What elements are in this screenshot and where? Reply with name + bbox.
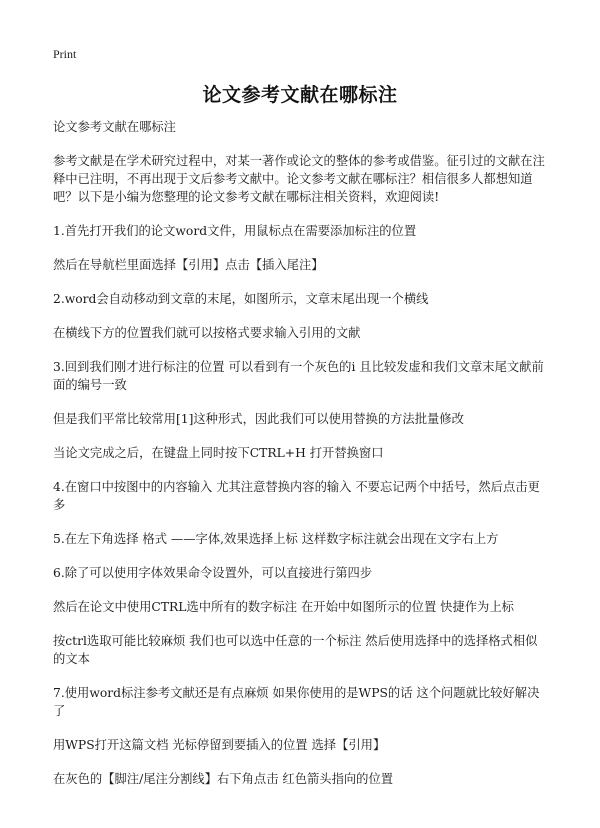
paragraph-step-3: 3.回到我们刚才进行标注的位置 可以看到有一个灰色的i 且比较发虚和我们文章末尾文献前面的编号一致 bbox=[53, 360, 544, 392]
paragraph-step-7-detail: 用WPS打开这篇文档 光标停留到要插入的位置 选择【引用】 bbox=[53, 738, 386, 752]
paragraph-step-1: 1.首先打开我们的论文word文件，用鼠标点在需要添加标注的位置 bbox=[53, 224, 417, 238]
page-title: 论文参考文献在哪标注 bbox=[202, 84, 398, 106]
paragraph-step-7: 7.使用word标注参考文献还是有点麻烦 如果你使用的是WPS的话 这个问题就比较好解决了 bbox=[53, 686, 540, 718]
paragraph-step-2-detail: 在横线下方的位置我们就可以按格式要求输入引用的文献 bbox=[53, 326, 361, 340]
print-link[interactable]: Print bbox=[53, 47, 77, 61]
article-body bbox=[53, 118, 549, 804]
paragraph-subtitle: 论文参考文献在哪标注 bbox=[53, 120, 176, 134]
paragraph-step-1-detail: 然后在导航栏里面选择【引用】点击【插入尾注】 bbox=[53, 258, 324, 272]
paragraph-step-3-detail: 但是我们平常比较常用[1]这种形式，因此我们可以使用替换的方法批量修改 bbox=[53, 412, 464, 426]
paragraph-step-5: 5.在左下角选择 格式 ——字体,效果选择上标 这样数字标注就会出现在文字右上方 bbox=[53, 532, 499, 546]
paragraph-step-4: 4.在窗口中按图中的内容输入 尤其注意替换内容的输入 不要忘记两个中括号，然后点击更多 bbox=[53, 480, 540, 512]
paragraph-step-6: 6.除了可以使用字体效果命令设置外，可以直接进行第四步 bbox=[53, 566, 373, 580]
paragraph-step-7-final: 在灰色的【脚注/尾注分割线】右下角点击 红色箭头指向的位置 bbox=[53, 772, 394, 786]
paragraph-step-2: 2.word会自动移动到文章的末尾，如图所示，文章末尾出现一个横线 bbox=[53, 292, 429, 306]
paragraph-step-6-detail: 然后在论文中使用CTRL选中所有的数字标注 在开始中如图所示的位置 快捷作为上标 bbox=[53, 600, 514, 614]
paragraph-intro: 参考文献是在学术研究过程中，对某一著作或论文的整体的参考或借鉴。征引过的文献在注释中已注明，不再出现于文后参考文献中。论文参考文献在哪标注？相信很多人都想知道吧？以下是小编为您整理的论文参考文献在哪标注相关资料，欢迎阅读! bbox=[53, 154, 545, 204]
paragraph-step-6-alt: 按ctrl选取可能比较麻烦 我们也可以选中任意的一个标注 然后使用选择中的选择格式相似的文本 bbox=[53, 634, 538, 666]
paragraph-step-3-shortcut: 当论文完成之后，在键盘上同时按下CTRL+H 打开替换窗口 bbox=[53, 446, 384, 460]
